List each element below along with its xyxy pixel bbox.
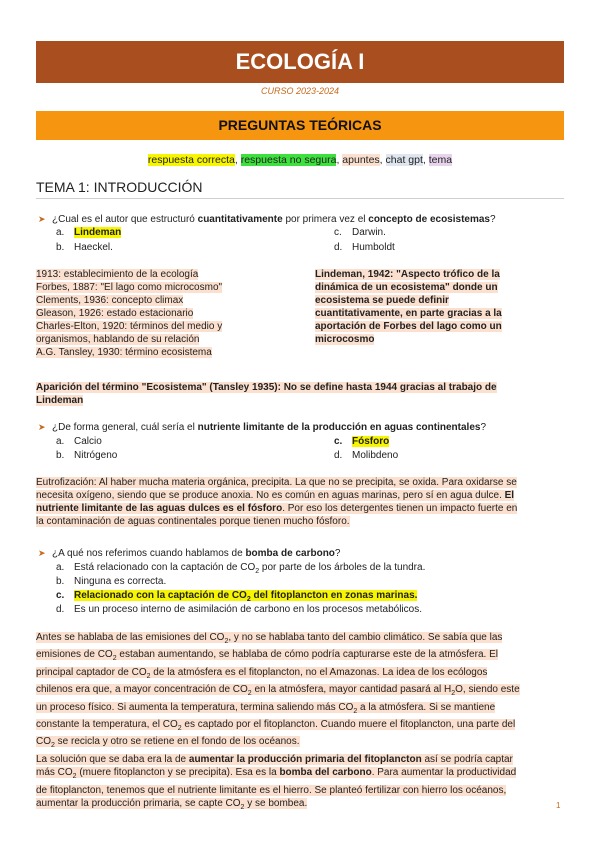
note-line: de la atmósfera es el fitoplancton, no el Amazonas. La idea de los ecólogos <box>150 666 488 678</box>
q3-text: ¿A qué nos referimos cuando hablamos de <box>52 548 246 559</box>
subscript: 2 <box>353 707 358 715</box>
note-line: Antes se hablaba de las emisiones del CO <box>36 632 225 643</box>
option-key: a. <box>56 436 65 447</box>
q2-option-a <box>56 436 102 447</box>
arrow-bullet-icon: ➤ <box>38 214 46 224</box>
note-line: microcosmo <box>315 334 375 345</box>
note-bold: bomba del carbono <box>279 767 372 779</box>
option-key: d. <box>56 604 65 615</box>
note-line: Aparición del término "Ecosistema" (Tansley 1935): No se define hasta 1944 gracias al trabajo de <box>36 382 497 393</box>
page-number: 1 <box>556 801 561 810</box>
option-text: Lindeman <box>74 227 122 238</box>
note-bold: nutriente limitante de las aguas dulces es el fósforo <box>36 503 283 514</box>
subscript: 2 <box>247 690 252 698</box>
option-key: c. <box>334 227 342 238</box>
legend-sep: , <box>422 154 429 166</box>
q1-option-c <box>334 227 386 238</box>
note-line: ecosistema se puede definir <box>315 295 449 306</box>
note-line: La solución que se daba era la de <box>36 753 189 765</box>
legend-sep: , <box>336 154 343 166</box>
legend-sep: , <box>234 154 241 166</box>
q1-text: ¿Cual es el autor que estructuró <box>52 214 198 225</box>
note-line: principal captador de CO <box>36 666 147 678</box>
q1-option-b <box>56 242 113 253</box>
note-line: constante la temperatura, el CO <box>36 719 178 731</box>
note-line: emisiones de CO <box>36 649 113 661</box>
subscript: 2 <box>246 596 251 603</box>
q1-text: por primera vez el <box>282 214 369 225</box>
note-line: más CO <box>36 767 73 779</box>
notes-eutrofizacion <box>36 476 566 528</box>
subscript: 2 <box>146 672 151 680</box>
arrow-bullet-icon: ➤ <box>38 548 46 558</box>
option-text: Humboldt <box>352 242 395 253</box>
notes-ecosistema-term <box>36 381 566 407</box>
note-line: 1913: establecimiento de la ecología <box>36 269 199 280</box>
note-line: Charles-Elton, 1920: términos del medio y <box>36 321 223 332</box>
notes-lindeman <box>315 268 565 346</box>
legend-sep: , <box>379 154 386 166</box>
note-bold: aumentar la producción primaria del fitoplancton <box>188 753 422 765</box>
section-title: PREGUNTAS TEÓRICAS <box>36 111 564 140</box>
notes-bomba-carbono <box>36 631 568 814</box>
option-text: Ninguna es correcta. <box>74 576 167 587</box>
q3-option-a <box>56 562 425 575</box>
option-text: Es un proceso interno de asimilación de carbono en los procesos metabólicos. <box>74 604 422 615</box>
note-line: de fitoplancton, tenemos que el nutriente limitante es el hierro. Se planteó fertilizar con hierro los océanos, <box>36 784 507 796</box>
subscript: 2 <box>255 568 260 575</box>
legend-unsure: respuesta no segura <box>240 154 337 166</box>
note-line: , y no se hablaba tanto del cambio climático. Se sabía que las <box>228 632 503 643</box>
q1-text: ? <box>489 214 496 225</box>
note-line: Lindeman, 1942: "Aspecto trófico de la <box>315 269 500 280</box>
option-key: d. <box>334 450 343 461</box>
option-text: Nitrógeno <box>74 450 118 461</box>
legend-correct: respuesta correcta <box>147 154 235 166</box>
option-key: b. <box>56 576 65 587</box>
option-text: Calcio <box>74 436 102 447</box>
q3-text: ? <box>334 548 341 559</box>
q3-option-b <box>56 576 166 587</box>
option-key: a. <box>56 227 65 238</box>
note-line: un proceso físico. Si aumenta la temperatura, termina saliendo más CO <box>36 701 354 713</box>
note-line: Clements, 1936: concepto climax <box>36 295 184 306</box>
option-text: Haeckel. <box>74 242 113 253</box>
note-line: aportación de Forbes del lago como un <box>315 321 502 332</box>
question-3 <box>38 548 341 559</box>
legend-notes: apuntes <box>342 154 380 166</box>
q2-option-d <box>334 450 398 461</box>
option-text <box>74 590 417 601</box>
note-line: necesita oxígeno, siendo que se produce anoxia. No es común en aguas marinas, pero sí en agua dulce. <box>36 490 505 501</box>
q1-option-d <box>334 242 395 253</box>
question-2 <box>38 422 487 433</box>
course-year: CURSO 2023-2024 <box>260 86 340 96</box>
option-key: c. <box>334 436 343 447</box>
option-key: c. <box>56 590 65 601</box>
document-title: ECOLOGÍA I <box>36 41 564 83</box>
note-line: la contaminación de aguas continentales porque tienen mucho fósforo. <box>36 516 350 527</box>
note-line: cuantitativamente, en parte gracias a la <box>315 308 502 319</box>
arrow-bullet-icon: ➤ <box>38 422 46 432</box>
option-text: Darwin. <box>352 227 386 238</box>
note-line: O, siendo este <box>455 684 520 696</box>
q3-bold: bomba de carbono <box>245 548 335 559</box>
legend-tema: tema <box>428 154 453 166</box>
option-text-part: Relacionado con la captación de CO <box>74 590 247 601</box>
option-text: por parte de los árboles de la tundra. <box>259 562 426 573</box>
q2-text: ? <box>480 422 487 433</box>
q1-bold: cuantitativamente <box>197 214 283 225</box>
q1-option-a <box>56 227 121 238</box>
note-line: es captado por el fitoplancton. Cuando muere el fitoplancton, una parte del <box>181 719 516 731</box>
note-line: estaban aumentando, se hablaba de cómo podría capturarse este de la atmósfera. El <box>116 649 498 661</box>
note-line: Forbes, 1887: "El lago como microcosmo" <box>36 282 223 293</box>
q1-bold: concepto de ecosistemas <box>368 214 490 225</box>
option-key: d. <box>334 242 343 253</box>
q2-text: ¿De forma general, cuál sería el <box>52 422 198 433</box>
note-line: dinámica de un ecosistema" donde un <box>315 282 498 293</box>
subscript: 2 <box>112 655 117 663</box>
note-line: CO <box>36 736 51 748</box>
note-line: y se bombea. <box>244 798 308 810</box>
note-line: así se podría captar <box>421 753 513 765</box>
option-key: a. <box>56 562 65 573</box>
note-line: Gleason, 1926: estado estacionario <box>36 308 194 319</box>
tema-heading: TEMA 1: INTRODUCCIÓN <box>36 179 564 199</box>
question-1 <box>38 214 496 225</box>
option-text: Está relacionado con la captación de CO <box>74 562 256 573</box>
option-key: b. <box>56 242 65 253</box>
color-legend <box>0 154 600 166</box>
note-line: Eutrofización: Al haber mucha materia orgánica, precipita. La que no se precipita, se oxida. Para oxidarse se <box>36 477 517 488</box>
option-text-part: del fitoplancton en zonas marinas. <box>250 590 418 601</box>
note-line: A.G. Tansley, 1930: término ecosistema <box>36 347 212 358</box>
note-line: organismos, hablando de su relación <box>36 334 200 345</box>
note-line: se recicla y otro se retiene en el fondo de los océanos. <box>54 736 300 748</box>
note-line: . Para aumentar la productividad <box>371 767 517 779</box>
notes-history <box>36 268 296 359</box>
note-line: chilenos era que, a mayor concentración de CO <box>36 684 248 696</box>
option-text: Fósforo <box>352 436 390 447</box>
q3-option-c <box>56 590 417 603</box>
note-bold: El <box>504 490 515 501</box>
subscript: 2 <box>177 725 182 733</box>
legend-chatgpt: chat gpt <box>385 154 423 166</box>
note-line: a la atmósfera. Si se mantiene <box>357 701 496 713</box>
note-line: (muere fitoplancton y se precipita). Esa es la <box>76 767 280 779</box>
option-text: Molibdeno <box>352 450 399 461</box>
q2-bold: nutriente limitante de la producción en aguas continentales <box>197 422 481 433</box>
note-line: aumentar la producción primaria, se capte CO <box>36 798 241 810</box>
note-line: Lindeman <box>36 395 84 406</box>
subscript: 2 <box>51 742 55 750</box>
subscript: 2 <box>224 638 229 645</box>
note-line: en la atmósfera, mayor cantidad pasará al H <box>251 684 452 696</box>
option-key: b. <box>56 450 65 461</box>
subscript: 2 <box>240 804 245 812</box>
q2-option-c <box>334 436 389 447</box>
q3-option-d <box>56 604 422 615</box>
q2-option-b <box>56 450 117 461</box>
subscript: 2 <box>72 773 77 781</box>
subscript: 2 <box>451 690 456 698</box>
note-line: . Por eso los detergentes tienen un impacto fuerte en <box>282 503 518 514</box>
